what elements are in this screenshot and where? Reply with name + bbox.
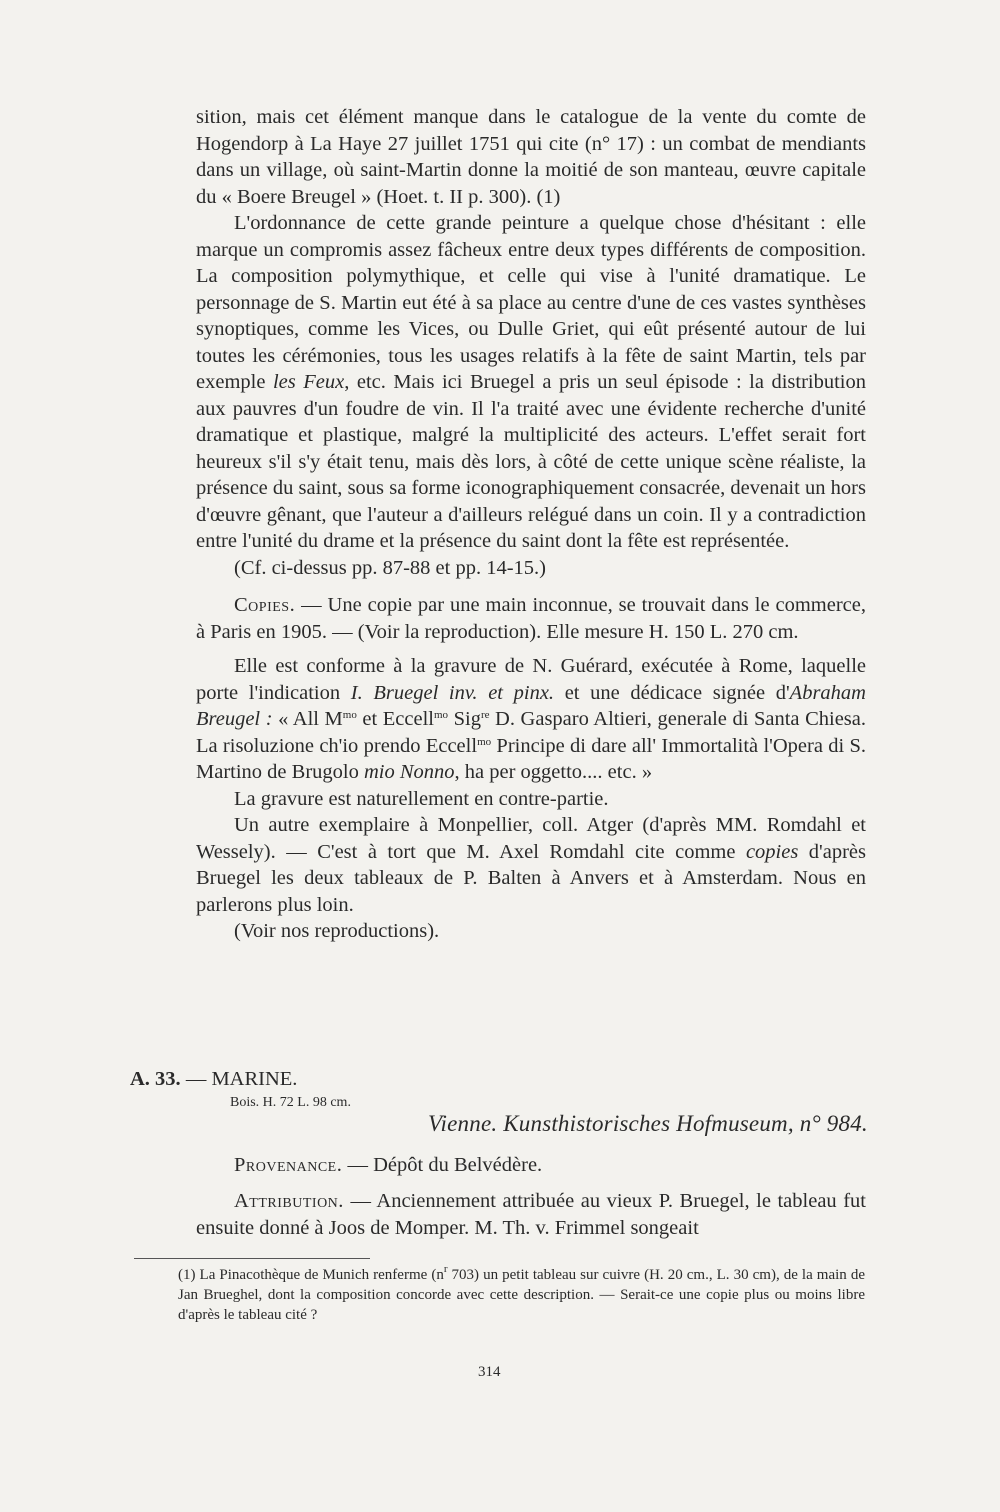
paragraph-copies: Copies. — Une copie par une main inconnue, se trouvait dans le commerce, à Paris en 1905. — (Voir la reproduction). Elle mesure H. 150 L. 270 cm. [196, 594, 866, 643]
footnote-divider [134, 1258, 370, 1259]
paragraph-ordonnance: L'ordonnance de cette grande peinture a quelque chose d'hésitant : elle marque un compromis assez fâcheux entre deux types différents de composition. La composition polymythique, et celle qui vise à l'unité dramatique. Le personnage de S. Martin eut été à sa place au centre d'une de ces vastes synthèses synoptiques, comme les Vices, ou Dulle Griet, qui eût présenté autour de lui toutes les cérémonies, tous les usages relatifs à la fête de saint Martin, tels par exemple les Feux, etc. Mais ici Bruegel a pris un seul épisode : la distribution aux pauvres d'un foudre de vin. Il l'a traité avec une évidente recherche d'unité dramatique et plastique, malgré la multiplicité des acteurs. L'effet serait fort heureux s'il s'y était tenu, mais dès lors, à côté de cette unique scène réaliste, la présence du saint, sous sa forme iconographiquement consacrée, devenait un hors d'œuvre gênant, que l'auteur a d'ailleurs relégué dans un coin. Il y a contradiction entre l'unité du drame et la présence du saint dont la fête est représentée. [196, 212, 867, 552]
paragraph-exemplaire: Un autre exemplaire à Monpellier, coll. Atger (d'après MM. Romdahl et Wessely). — C'est à tort que M. Axel Romdahl cite comme copies d'après Bruegel les deux tableaux de P. Balten à Anvers et à Amsterdam. Nous en parlerons plus loin. [196, 814, 866, 916]
body-text [196, 104, 866, 945]
entry-title: — MARINE. [180, 1068, 298, 1090]
paragraph-attribution: Attribution. — Anciennement attribuée au vieux P. Bruegel, le tableau fut ensuite donné à Joos de Momper. M. Th. v. Frimmel songeait [196, 1190, 866, 1239]
entry-number: A. 33. [130, 1068, 181, 1090]
entry-location: Vienne. Kunsthistorisches Hofmuseum, n° 984. [428, 1111, 868, 1136]
paragraph-voir: (Voir nos reproductions). [234, 920, 440, 942]
attribution-label: Attribution. [234, 1190, 344, 1212]
copies-label: Copies. [234, 594, 296, 616]
entry-dimensions: Bois. H. 72 L. 98 cm. [230, 1095, 351, 1110]
paragraph-cf: (Cf. ci-dessus pp. 87-88 et pp. 14-15.) [234, 556, 547, 579]
entry-body-2 [196, 1188, 866, 1241]
provenance-label: Provenance. [234, 1154, 343, 1176]
paragraph-guerard: Elle est conforme à la gravure de N. Guérard, exécutée à Rome, laquelle porte l'indication I. Bruegel inv. et pinx. et une dédicace signée d'Abraham Breugel : « All $M^{mo}$ et Eccell$^{mo}$ Sig$^{re}$ D. Gasparo Altieri, generale di Santa Chiesa. La risoluzione ch'io prendo Eccell$^{mo}$ Principe di dare all' Immortalità l'Opera di S. Martino de Brugolo mio Nonno, ha per oggetto.... etc. » [196, 655, 866, 783]
paragraph-continuation: sition, mais cet élément manque dans le catalogue de la vente du comte de Hogendorp à La Haye 27 juillet 1751 qui cite (n° 17) : un combat de mendiants dans un village, où saint-Martin donne la moitié de son manteau, œuvre capitale du « Boere Breugel » (Hoet. t. II p. 300). (1) [196, 106, 866, 208]
paragraph-gravure: La gravure est naturellement en contre-partie. [234, 787, 609, 810]
paragraph-provenance: Provenance. — Dépôt du Belvédère. [234, 1154, 543, 1176]
page-number: 314 [478, 1364, 501, 1380]
catalogue-entry-heading [130, 1068, 297, 1091]
footnote: (1) La Pinacothèque de Munich renferme ($n^r$ 703) un petit tableau sur cuivre (H. 20 cm., L. 30 cm), de la main de Jan Brueghel, dont la composition concorde avec cette description. — Serait-ce une copie plus ou moins libre d'après le tableau cité ? [178, 1263, 865, 1323]
entry-body [196, 1152, 866, 1179]
